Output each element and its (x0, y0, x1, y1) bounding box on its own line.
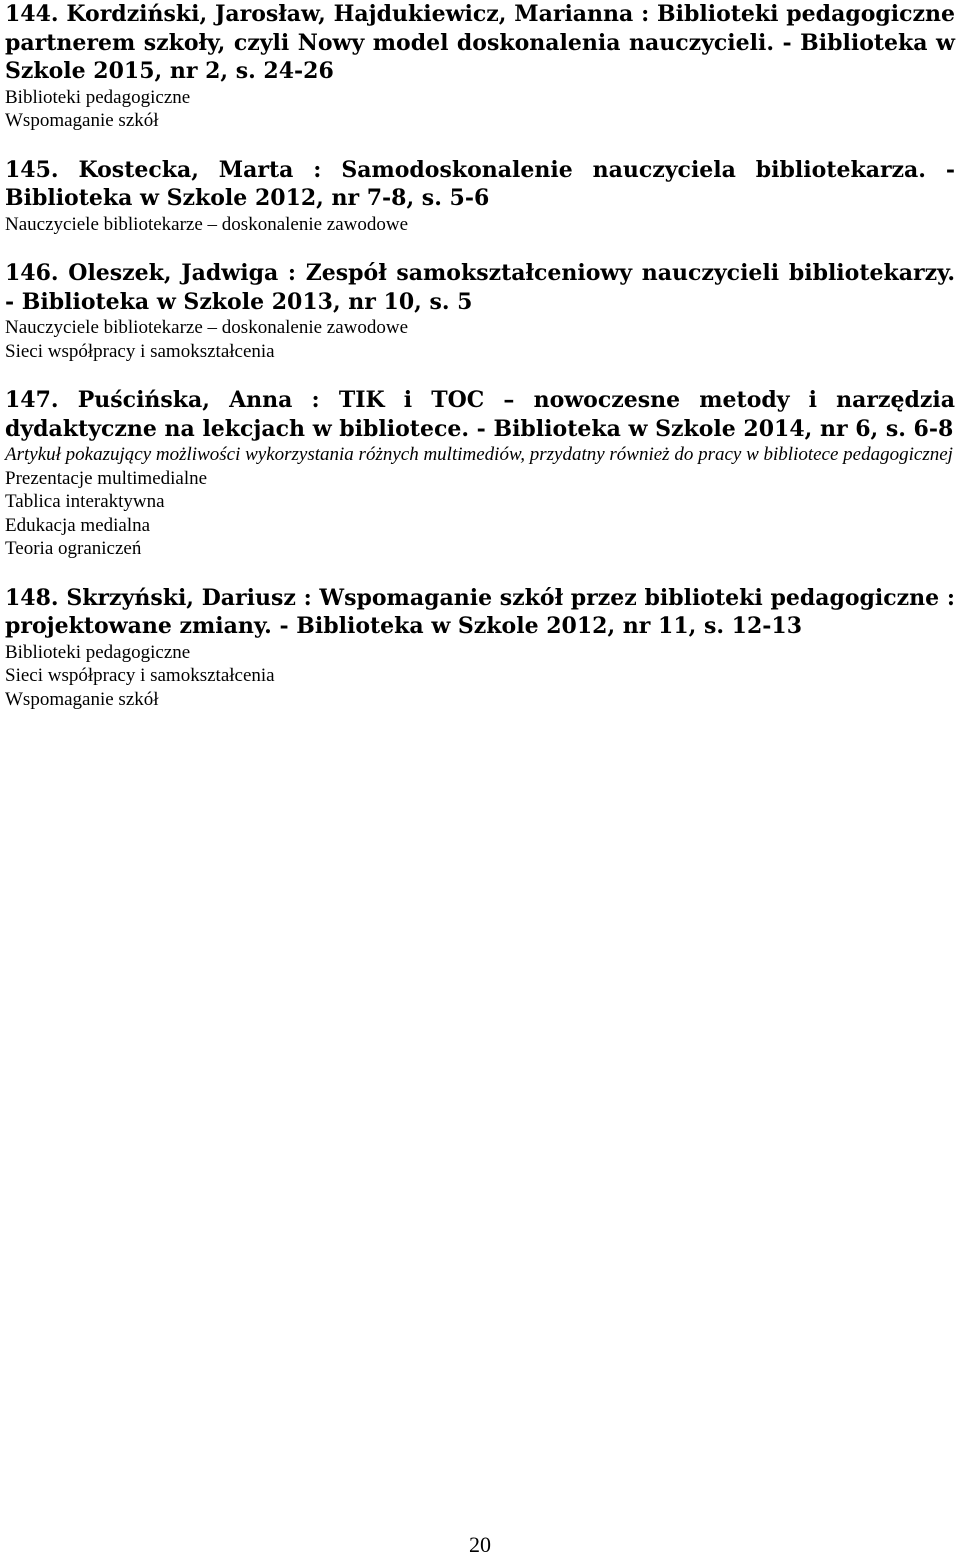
entry-number: 148. (5, 584, 59, 611)
entry-title (5, 584, 955, 641)
bibliography-entry-148 (5, 584, 955, 712)
subject-heading: Biblioteki pedagogiczne (5, 86, 191, 108)
bibliography-entry-146 (5, 259, 955, 363)
entry-annotation: Artykuł pokazujący możliwości wykorzystania różnych multimediów, przydatny również do pracy w bibliotece pedagogicznej (5, 444, 953, 465)
subject-heading: Biblioteki pedagogiczne (5, 641, 191, 663)
entry-title (5, 0, 955, 86)
subject-heading: Edukacja medialna (5, 514, 151, 536)
entry-number: 147. (5, 387, 59, 413)
subject-heading: Teoria ograniczeń (5, 538, 142, 559)
subject-heading: Nauczyciele bibliotekarze – doskonalenie zawodowe (5, 213, 409, 235)
subject-heading: Wspomaganie szkół (5, 688, 159, 710)
subject-heading: Nauczyciele bibliotekarze – doskonalenie zawodowe (5, 317, 409, 338)
bibliography-page (5, 0, 955, 711)
entry-citation: Oleszek, Jadwiga : Zespół samokształceniowy nauczycieli bibliotekarzy. - Biblioteka w Szkole 2013, nr 10, s. 5 (5, 260, 955, 315)
entry-number: 144. (5, 1, 59, 27)
subject-heading: Prezentacje multimedialne (5, 467, 208, 489)
entry-citation: Kordziński, Jarosław, Hajdukiewicz, Marianna : Biblioteki pedagogiczne partnerem szkoły, czyli Nowy model doskonalenia nauczycieli. - Biblioteka w Szkole 2015, nr 2, s. 24-26 (5, 1, 955, 84)
entry-citation: Kostecka, Marta : Samodoskonalenie nauczyciela bibliotekarza. - Biblioteka w Szkole 2012, nr 7-8, s. 5-6 (5, 156, 955, 211)
entry-title (5, 259, 955, 316)
subject-heading: Sieci współpracy i samokształcenia (5, 665, 275, 686)
page-number: 20 (469, 1532, 491, 1557)
bibliography-entry-144 (5, 0, 955, 133)
entry-citation: Skrzyński, Dariusz : Wspomaganie szkół przez biblioteki pedagogiczne : projektowane zmiany. - Biblioteka w Szkole 2012, nr 11, s. 12-13 (5, 584, 955, 639)
subject-heading: Sieci współpracy i samokształcenia (5, 340, 275, 362)
entry-title (5, 386, 955, 443)
entry-number: 145. (5, 156, 59, 183)
bibliography-entry-145 (5, 156, 955, 237)
subject-heading: Wspomaganie szkół (5, 110, 159, 131)
subject-heading: Tablica interaktywna (5, 491, 165, 512)
entry-citation: Puścińska, Anna : TIK i TOC – nowoczesne metody i narzędzia dydaktyczne na lekcjach w bibliotece. - Biblioteka w Szkole 2014, nr 6, s. 6-8 (5, 387, 955, 442)
entry-number: 146. (5, 260, 59, 286)
bibliography-entry-147 (5, 386, 955, 561)
entry-title (5, 156, 955, 213)
